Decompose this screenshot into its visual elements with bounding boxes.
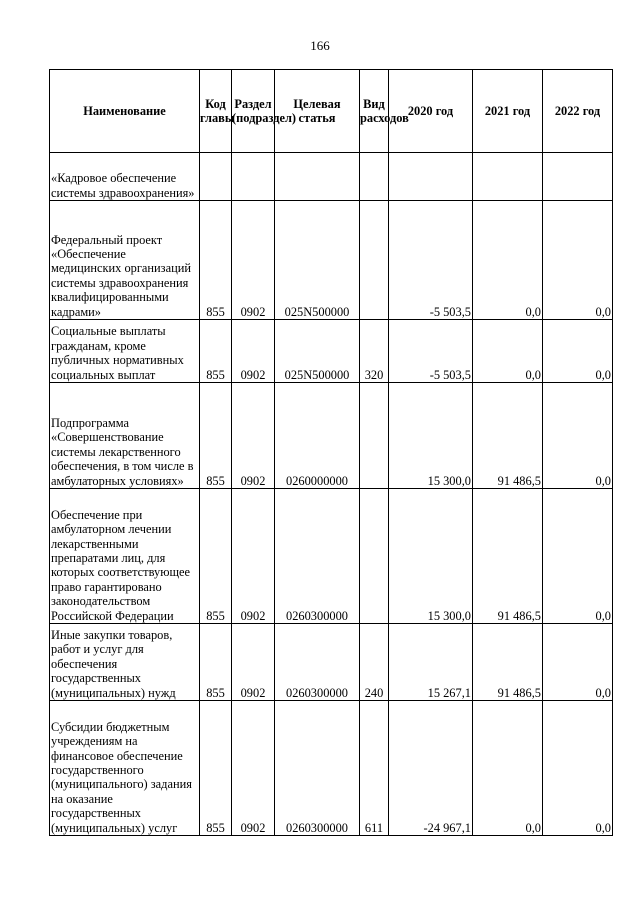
cell-y2020: -5 503,5 bbox=[389, 201, 473, 320]
cell-target: 0260300000 bbox=[275, 624, 360, 701]
header-2020: 2020 год bbox=[389, 70, 473, 153]
table-row bbox=[50, 489, 613, 624]
cell-section: 0902 bbox=[232, 201, 275, 320]
cell-y2020: -24 967,1 bbox=[389, 701, 473, 836]
cell-code: 855 bbox=[200, 320, 232, 383]
cell-name: Федеральный проект «Обеспечение медицинских организаций системы здравоохранения квалифицированными кадрами» bbox=[50, 201, 200, 320]
header-name: Наименование bbox=[50, 70, 200, 153]
budget-table bbox=[49, 69, 613, 836]
table-row bbox=[50, 624, 613, 701]
cell-y2020: 15 300,0 bbox=[389, 489, 473, 624]
cell-expense bbox=[360, 153, 389, 201]
cell-section: 0902 bbox=[232, 383, 275, 489]
table-row bbox=[50, 320, 613, 383]
cell-y2022: 0,0 bbox=[543, 320, 613, 383]
cell-target: 025N500000 bbox=[275, 201, 360, 320]
cell-y2021: 0,0 bbox=[473, 701, 543, 836]
cell-name: «Кадровое обеспечение системы здравоохранения» bbox=[50, 153, 200, 201]
header-target: Целевая статья bbox=[275, 70, 360, 153]
header-code: Код главы bbox=[200, 70, 232, 153]
cell-target: 0260300000 bbox=[275, 701, 360, 836]
cell-expense bbox=[360, 201, 389, 320]
table-row bbox=[50, 701, 613, 836]
cell-target: 0260300000 bbox=[275, 489, 360, 624]
cell-target: 025N500000 bbox=[275, 320, 360, 383]
cell-name: Социальные выплаты гражданам, кроме публичных нормативных социальных выплат bbox=[50, 320, 200, 383]
cell-expense bbox=[360, 383, 389, 489]
cell-y2022: 0,0 bbox=[543, 201, 613, 320]
cell-section bbox=[232, 153, 275, 201]
page-number: 166 bbox=[310, 38, 330, 53]
cell-code bbox=[200, 153, 232, 201]
cell-expense: 240 bbox=[360, 624, 389, 701]
cell-section: 0902 bbox=[232, 701, 275, 836]
cell-target bbox=[275, 153, 360, 201]
cell-y2021: 91 486,5 bbox=[473, 489, 543, 624]
cell-name: Субсидии бюджетным учреждениям на финансовое обеспечение государственного (муниципального) задания на оказание государственных (муниципальных) услуг bbox=[50, 701, 200, 836]
cell-code: 855 bbox=[200, 624, 232, 701]
cell-y2021 bbox=[473, 153, 543, 201]
header-row bbox=[50, 70, 613, 153]
cell-y2022 bbox=[543, 153, 613, 201]
cell-y2021: 0,0 bbox=[473, 320, 543, 383]
table-row bbox=[50, 153, 613, 201]
cell-expense bbox=[360, 489, 389, 624]
cell-section: 0902 bbox=[232, 489, 275, 624]
cell-expense: 611 bbox=[360, 701, 389, 836]
cell-name: Обеспечение при амбулаторном лечении лекарственными препаратами лиц, для которых соответствующее право гарантировано законодательством Российской Федерации bbox=[50, 489, 200, 624]
cell-y2020: -5 503,5 bbox=[389, 320, 473, 383]
header-2022: 2022 год bbox=[543, 70, 613, 153]
cell-y2022: 0,0 bbox=[543, 701, 613, 836]
cell-y2022: 0,0 bbox=[543, 489, 613, 624]
cell-code: 855 bbox=[200, 201, 232, 320]
cell-y2022: 0,0 bbox=[543, 624, 613, 701]
cell-name: Иные закупки товаров, работ и услуг для обеспечения государственных (муниципальных) нужд bbox=[50, 624, 200, 701]
cell-code: 855 bbox=[200, 383, 232, 489]
cell-code: 855 bbox=[200, 701, 232, 836]
cell-y2021: 0,0 bbox=[473, 201, 543, 320]
cell-y2020 bbox=[389, 153, 473, 201]
cell-y2021: 91 486,5 bbox=[473, 624, 543, 701]
cell-expense: 320 bbox=[360, 320, 389, 383]
table-row bbox=[50, 383, 613, 489]
cell-y2022: 0,0 bbox=[543, 383, 613, 489]
cell-y2020: 15 267,1 bbox=[389, 624, 473, 701]
header-expense: Вид расходов bbox=[360, 70, 389, 153]
cell-code: 855 bbox=[200, 489, 232, 624]
cell-y2021: 91 486,5 bbox=[473, 383, 543, 489]
cell-y2020: 15 300,0 bbox=[389, 383, 473, 489]
cell-target: 0260000000 bbox=[275, 383, 360, 489]
cell-section: 0902 bbox=[232, 320, 275, 383]
table-row bbox=[50, 201, 613, 320]
cell-section: 0902 bbox=[232, 624, 275, 701]
cell-name: Подпрограмма «Совершенствование системы лекарственного обеспечения, в том числе в амбулаторных условиях» bbox=[50, 383, 200, 489]
header-section: Раздел (подраздел) bbox=[232, 70, 275, 153]
header-2021: 2021 год bbox=[473, 70, 543, 153]
